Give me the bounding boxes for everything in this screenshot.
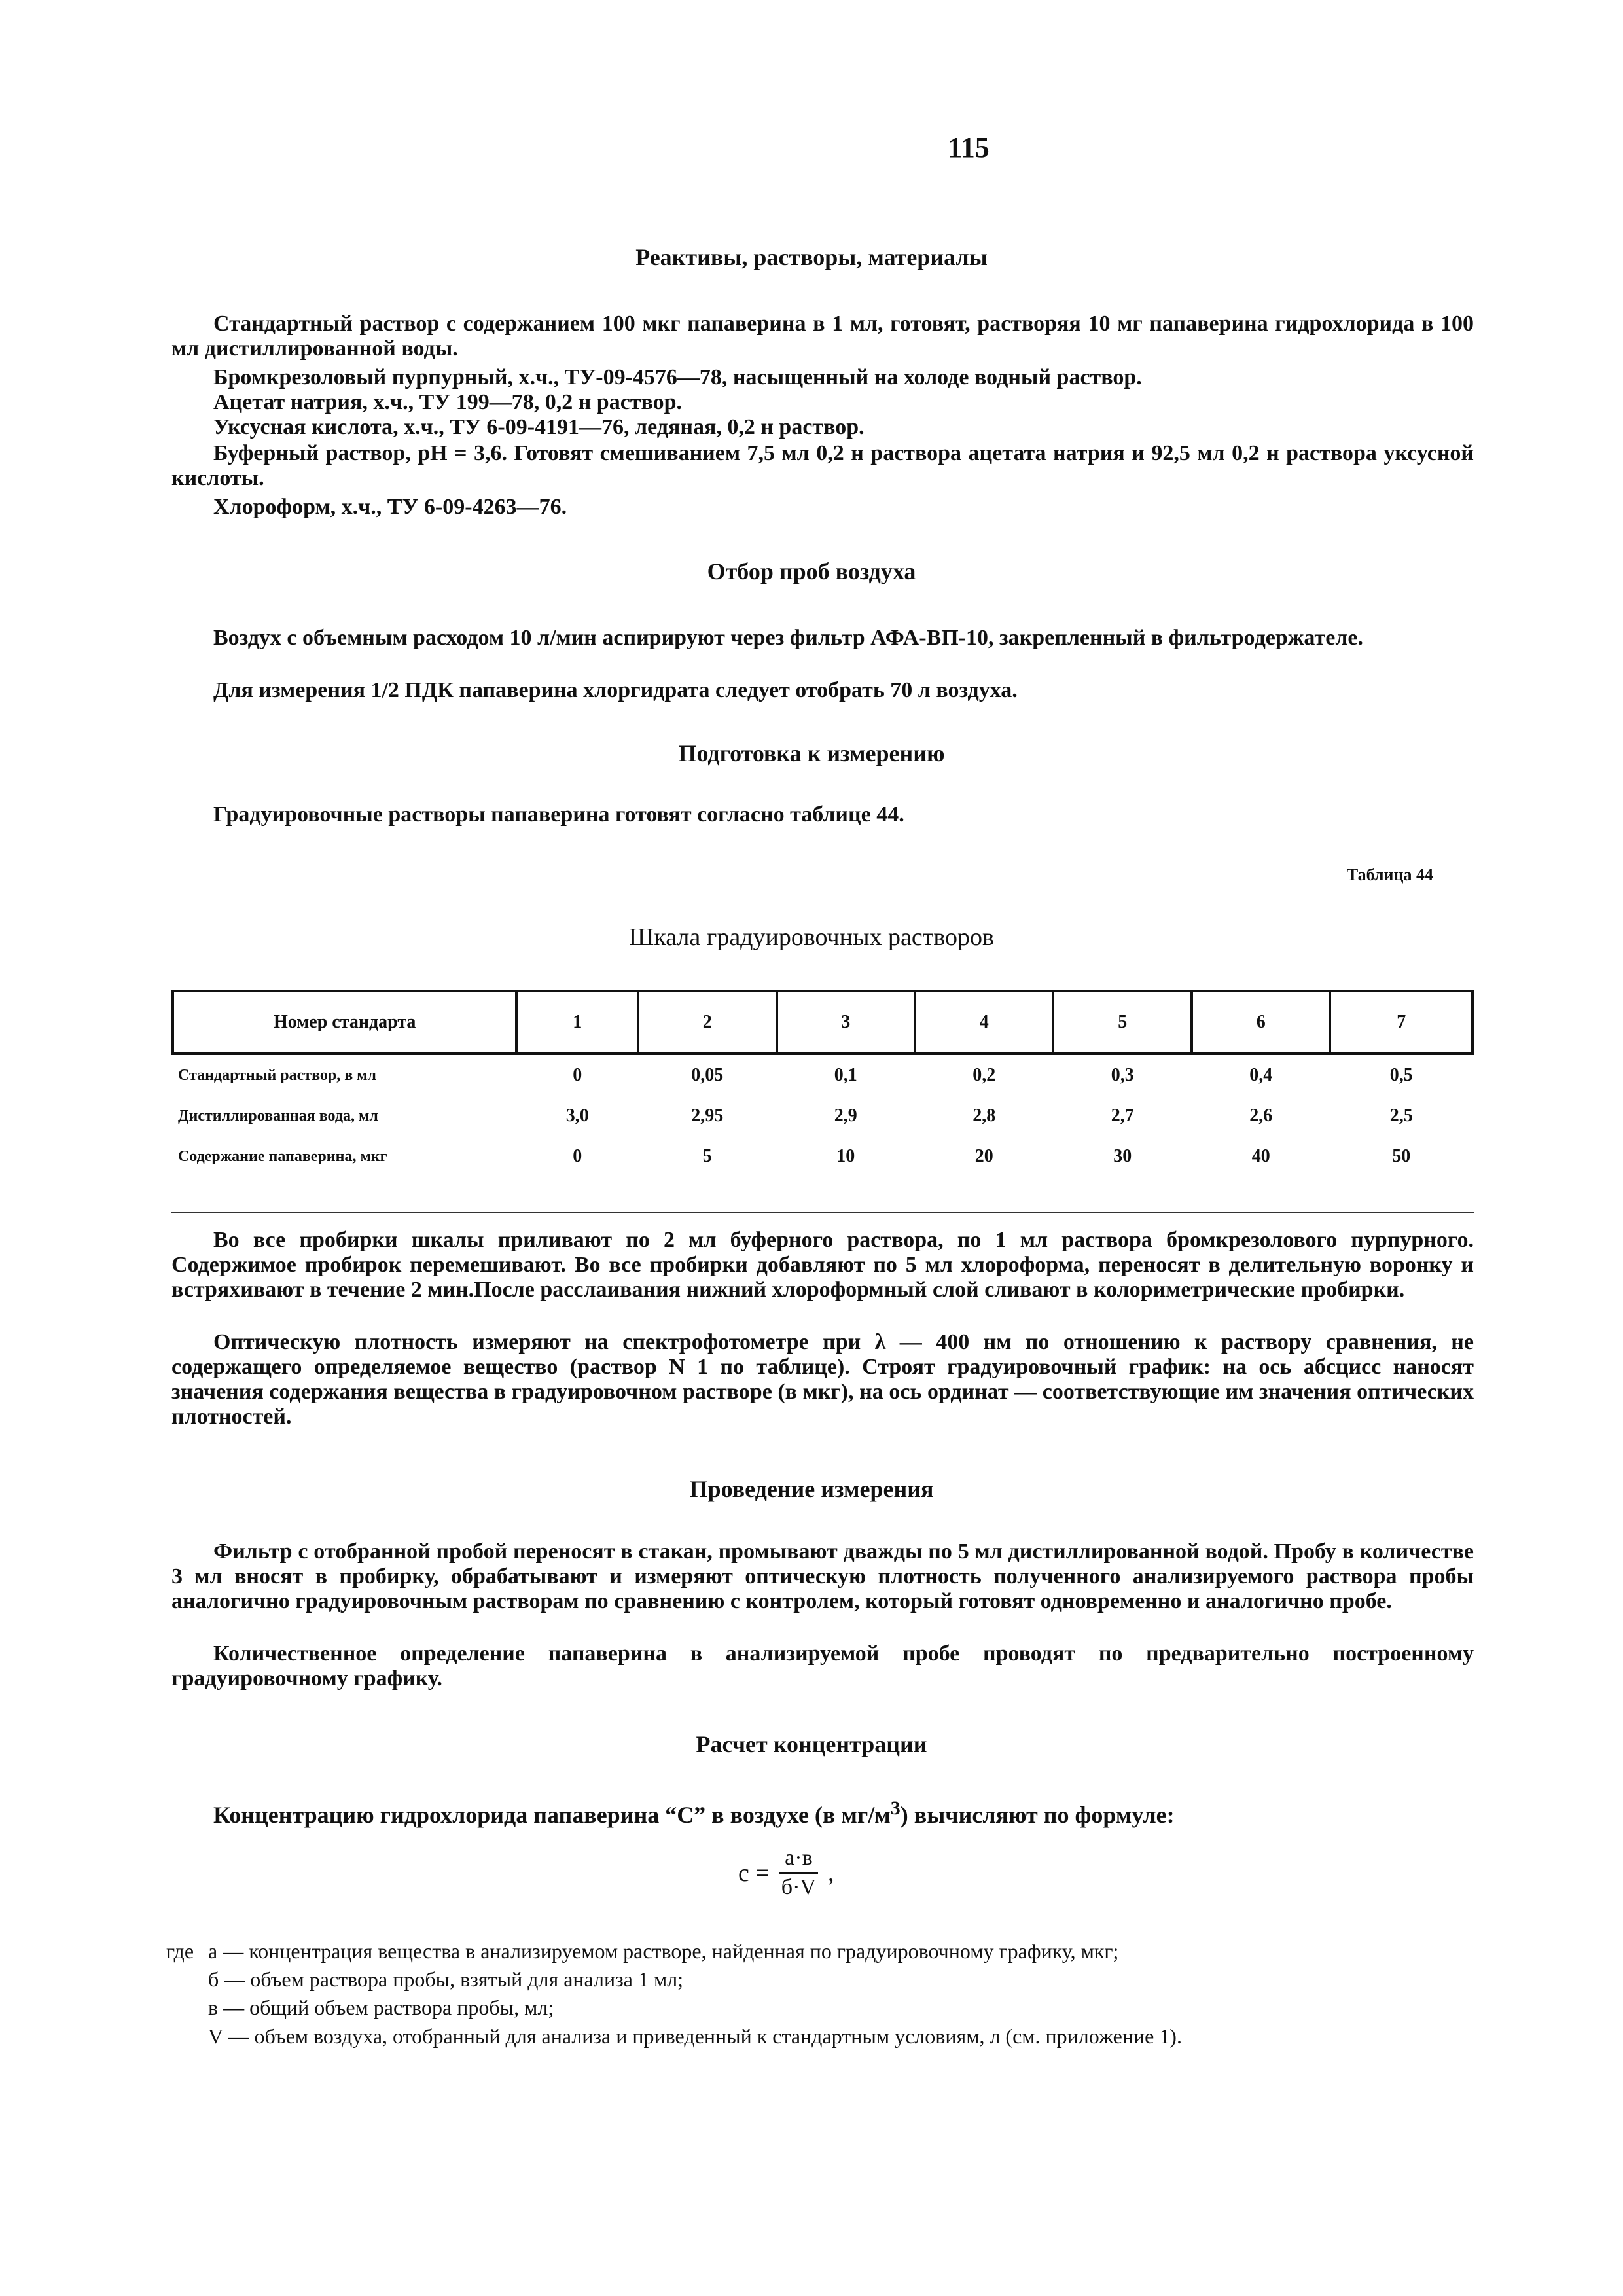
- table-cell: 0,2: [972, 1065, 996, 1085]
- procedure-para-reagents: Во все пробирки шкалы приливают по 2 мл буферного раствора, по 1 мл раствора бромкрезолового пурпурного. Содержимое пробирок перемешивают. Во все пробирки добавляют по 5 мл хлороформа, переносят в делительную воронку и встряхивают в течение 2 мин.После расслаивания нижний хлороформный слой сливают в колориметрические пробирки.: [171, 1228, 1474, 1302]
- header-col-4: 4: [915, 991, 1053, 1054]
- header-col-6: 6: [1192, 991, 1330, 1054]
- table-cell: 0,4: [1249, 1065, 1273, 1085]
- page-number: 115: [948, 132, 990, 164]
- table-bottom-rule: [171, 1212, 1474, 1213]
- formula-fraction: [776, 1846, 821, 1900]
- reagents-para-standard: Стандартный раствор с содержанием 100 мкг папаверина в 1 мл, готовят, растворяя 10 мг папаверина гидрохлорида в 100 мл дистиллированной воды.: [171, 312, 1474, 361]
- header-label: Номер стандарта: [173, 991, 516, 1054]
- table-cell: 0,05: [691, 1065, 724, 1085]
- intro-text-before: Концентрацию гидрохлорида папаверина “С” в воздухе (в мг/м: [213, 1802, 891, 1828]
- table-cell: 0,3: [1111, 1065, 1134, 1085]
- heading-preparation: Подготовка к измерению: [678, 740, 945, 766]
- row-label: Стандартный раствор, в мл: [178, 1066, 376, 1084]
- concentration-formula: [738, 1846, 834, 1900]
- definition-row: [208, 2022, 1182, 2051]
- formula-numerator: а·в: [779, 1846, 817, 1874]
- definition-text: а — концентрация вещества в анализируемом растворе, найденная по градуировочному графику, мкг;: [208, 1939, 1119, 1963]
- table-cell: 3,0: [565, 1105, 589, 1126]
- formula-denominator: б·V: [781, 1875, 816, 1899]
- definition-text: V — объем воздуха, отобранный для анализа и приведенный к стандартным условиям, л (см. приложение 1).: [208, 2024, 1182, 2048]
- row-label: Дистиллированная вода, мл: [178, 1107, 378, 1124]
- table-cell: 30: [1113, 1146, 1132, 1166]
- definition-text: в — общий объем раствора пробы, мл;: [208, 1996, 554, 2020]
- sampling-para-air: Воздух с объемным расходом 10 л/мин аспирируют через фильтр АФА-ВП-10, закрепленный в фильтродержателе.: [213, 626, 1364, 650]
- table-header-row: [173, 991, 1472, 1054]
- table-cell: 2,6: [1249, 1105, 1273, 1126]
- table-cell: 40: [1251, 1146, 1270, 1166]
- reagents-para-buffer: Буферный раствор, pH = 3,6. Готовят смешиванием 7,5 мл 0,2 н раствора ацетата натрия и 92,5 мл 0,2 н раствора уксусной кислоты.: [171, 441, 1474, 491]
- calibration-table: [171, 990, 1474, 1177]
- table-cell: 50: [1392, 1146, 1411, 1166]
- definition-row: [208, 1965, 1182, 1994]
- heading-sampling: Отбор проб воздуха: [707, 558, 916, 584]
- row-label: Содержание папаверина, мкг: [178, 1147, 387, 1165]
- measurement-para-filter: Фильтр с отобранной пробой переносят в стакан, промывают дважды по 5 мл дистиллированной водой. Пробу в количестве 3 мл вносят в пробирку, обрабатывают и измеряют оптическую плотность полученного анализируемого раствора пробы аналогично градуировочным растворам по сравнению с контролем, который готовят одновременно и аналогично пробе.: [171, 1539, 1474, 1614]
- procedure-para-optical: Оптическую плотность измеряют на спектрофотометре при λ — 400 нм по отношению к раствору сравнения, не содержащего определяемое вещество (раствор N 1 по таблице). Строят градуировочный график: на ось абсцисс наносят значения содержания вещества в градуировочном растворе (в мкг), на ось ординат — соответствующие им значения оптических плотностей.: [171, 1330, 1474, 1429]
- heading-reagents: Реактивы, растворы, материалы: [635, 244, 988, 270]
- table-cell: 0: [573, 1065, 582, 1085]
- definition-text: б — объем раствора пробы, взятый для анализа 1 мл;: [208, 1967, 684, 1992]
- header-col-7: 7: [1330, 991, 1472, 1054]
- table-cell: 0: [573, 1146, 582, 1166]
- table-cell: 10: [836, 1146, 855, 1166]
- header-col-5: 5: [1053, 991, 1191, 1054]
- table-cell: 2,95: [691, 1105, 724, 1126]
- table-title: Шкала градуировочных растворов: [628, 924, 994, 951]
- table-caption: Таблица 44: [1346, 865, 1433, 884]
- heading-calculation: Расчет концентрации: [696, 1731, 927, 1757]
- table-cell: 2,5: [1389, 1105, 1413, 1126]
- table-row: [173, 1136, 1472, 1177]
- header-col-2: 2: [638, 991, 777, 1054]
- table-cell: 2,9: [834, 1105, 857, 1126]
- intro-text-after: ) вычисляют по формуле:: [900, 1802, 1175, 1828]
- definition-row: [166, 1937, 1182, 1965]
- preparation-line-table-ref: Градуировочные растворы папаверина готовят согласно таблице 44.: [213, 802, 904, 827]
- formula-definitions: [166, 1937, 1182, 2051]
- header-col-3: 3: [777, 991, 915, 1054]
- definition-row: [208, 1994, 1182, 2022]
- table-cell: 5: [702, 1146, 712, 1166]
- header-col-1: 1: [516, 991, 638, 1054]
- where-word: где: [166, 1939, 194, 1963]
- heading-measurement: Проведение измерения: [689, 1476, 934, 1502]
- table-row: [173, 1054, 1472, 1096]
- formula-lhs: c =: [738, 1859, 770, 1887]
- intro-superscript: 3: [890, 1797, 901, 1819]
- table-cell: 2,7: [1111, 1105, 1134, 1126]
- table-cell: 0,5: [1389, 1065, 1413, 1085]
- table-cell: 2,8: [972, 1105, 996, 1126]
- reagents-line-acetic-acid: Уксусная кислота, х.ч., ТУ 6-09-4191—76, ледяная, 0,2 н раствор.: [213, 415, 865, 439]
- reagents-line-bromcresol: Бромкрезоловый пурпурный, х.ч., ТУ-09-4576—78, насыщенный на холоде водный раствор.: [213, 365, 1142, 389]
- reagents-line-acetate: Ацетат натрия, х.ч., ТУ 199—78, 0,2 н раствор.: [213, 390, 683, 414]
- formula-tail: ,: [827, 1859, 834, 1887]
- table-row: [173, 1096, 1472, 1136]
- calculation-intro: [171, 1797, 1474, 1828]
- reagents-line-chloroform: Хлороформ, х.ч., ТУ 6-09-4263—76.: [213, 495, 567, 519]
- table-cell: 0,1: [834, 1065, 857, 1085]
- measurement-para-quantitative: Количественное определение папаверина в анализируемой пробе проводят по предварительно построенному градуировочному графику.: [171, 1641, 1474, 1691]
- sampling-line-volume: Для измерения 1/2 ПДК папаверина хлоргидрата следует отобрать 70 л воздуха.: [213, 678, 1018, 702]
- table-cell: 20: [974, 1146, 993, 1166]
